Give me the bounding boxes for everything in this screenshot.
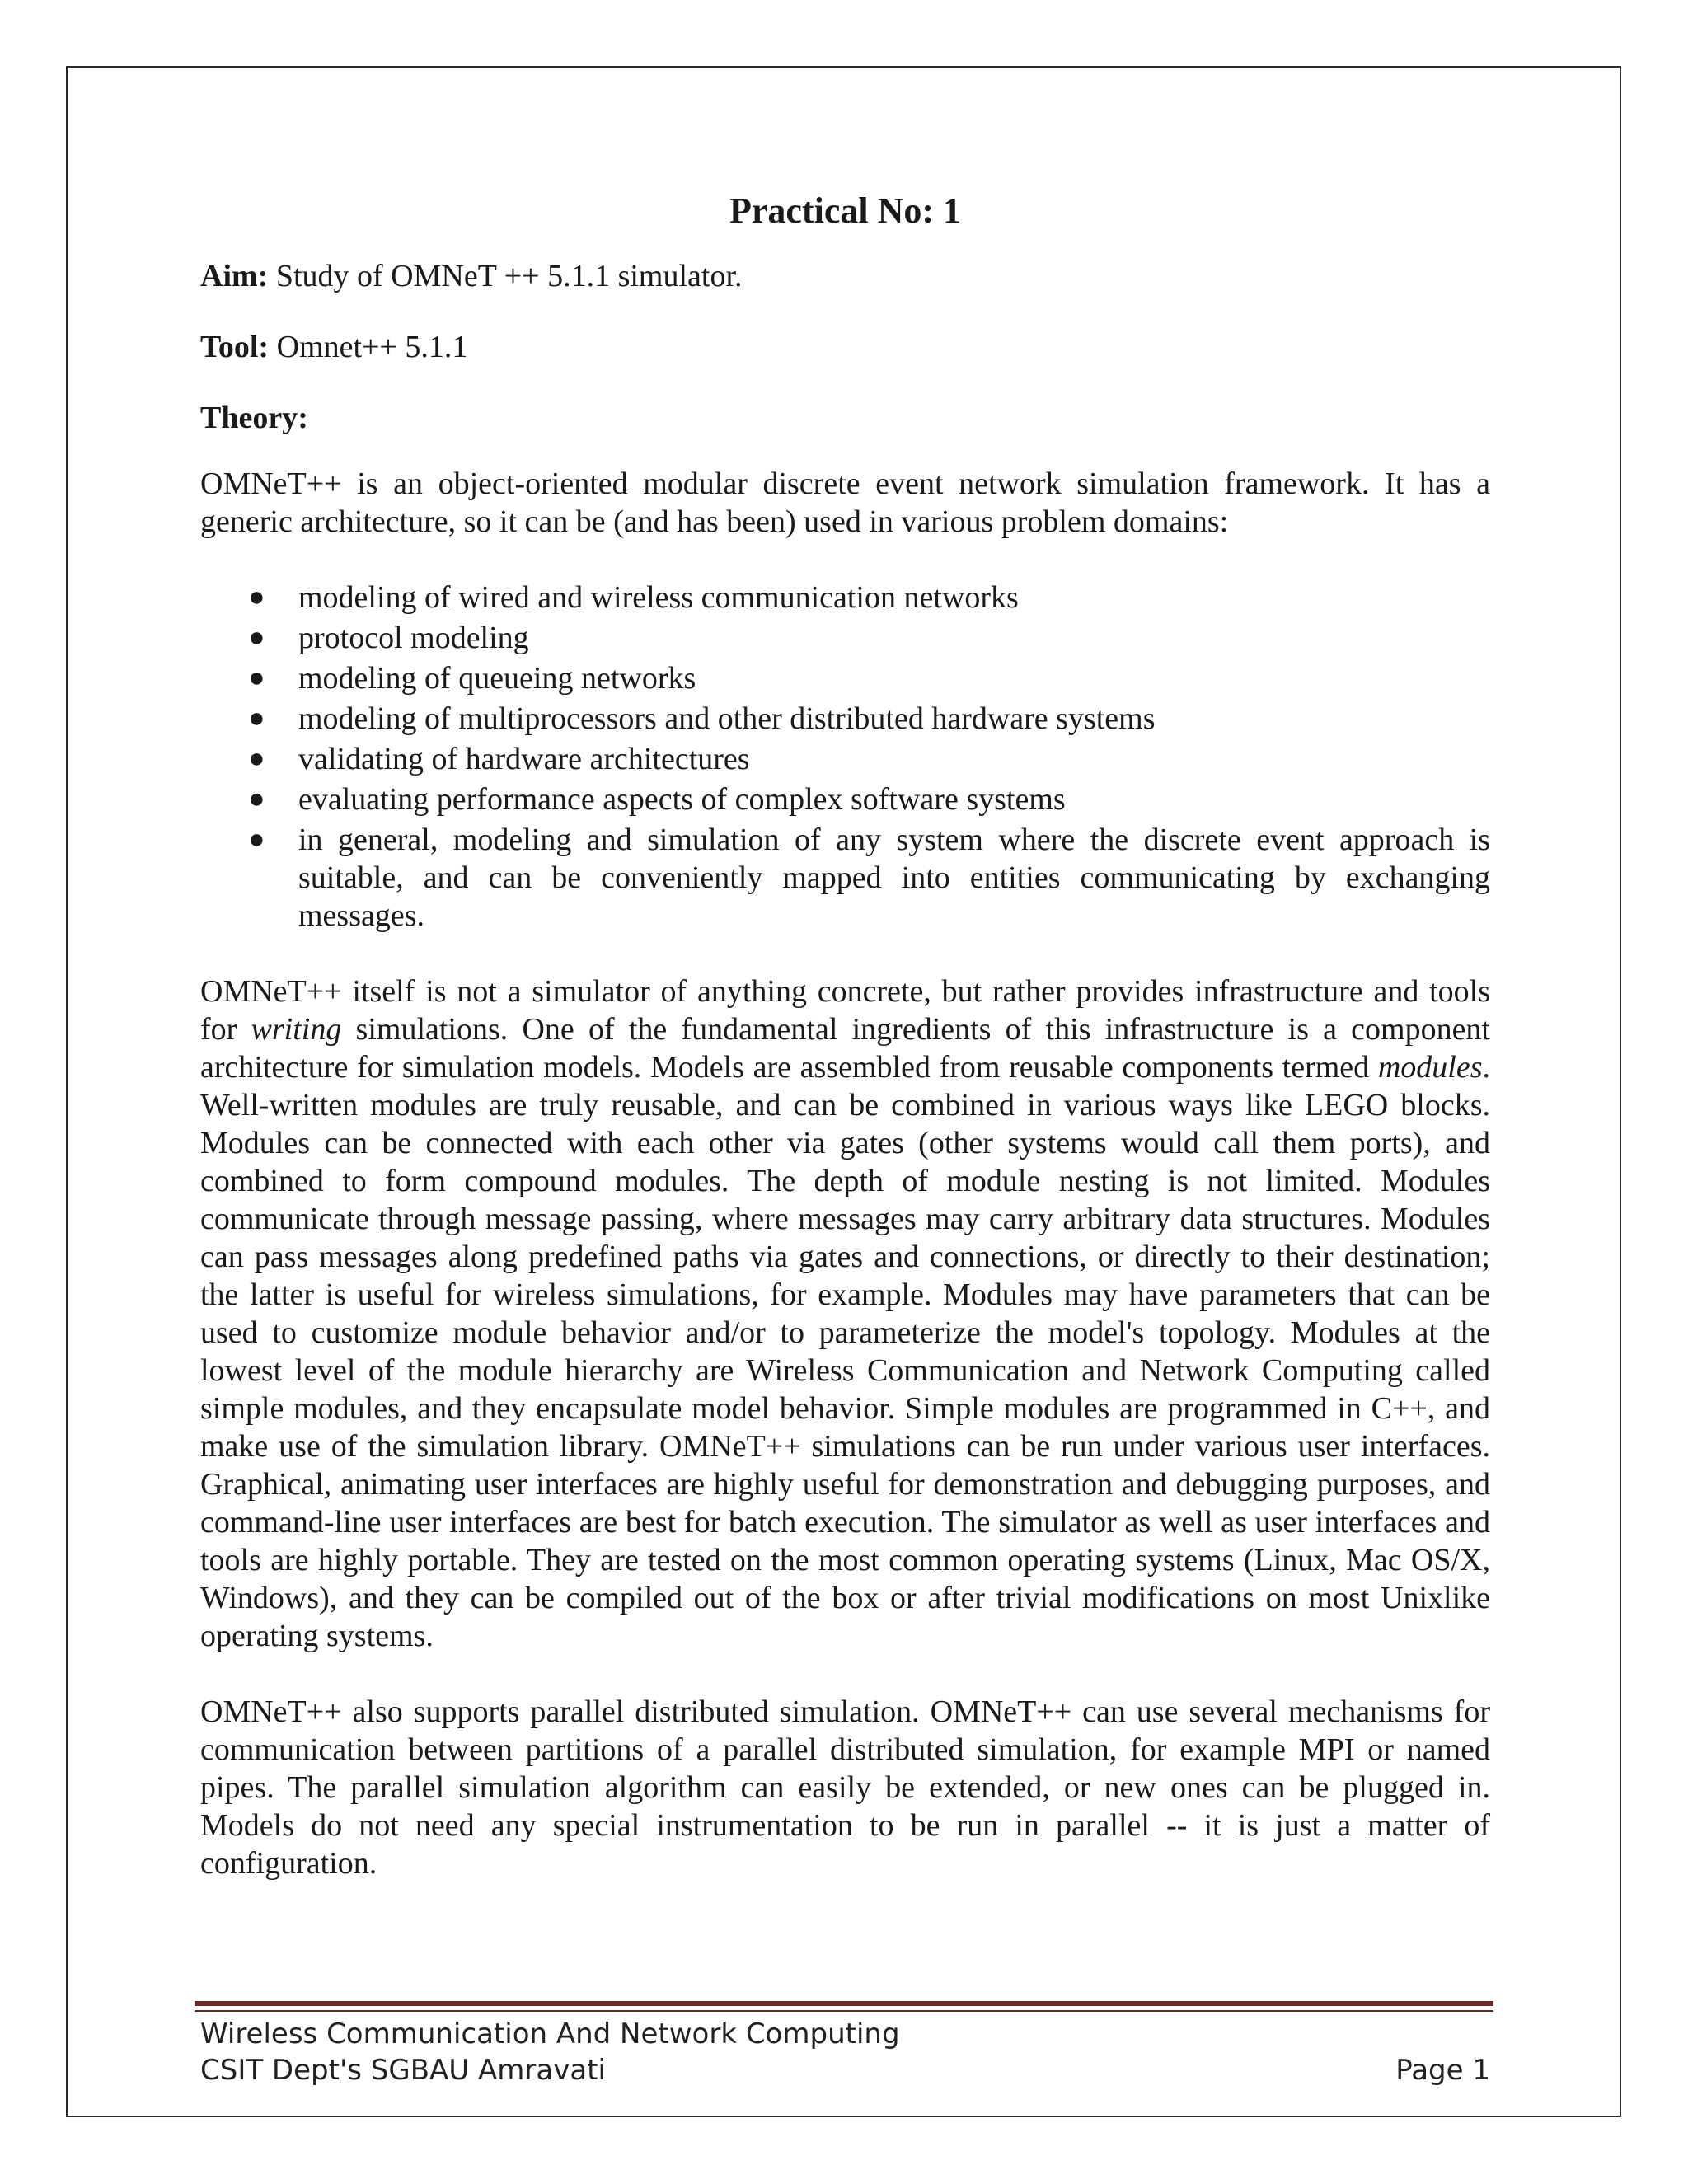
tool-label: Tool: [200,330,270,364]
architecture-paragraph: OMNeT++ itself is not a simulator of anything concrete, but rather provides infrastructure and tools for writing simulations. One of the fundamental ingredients of this infrastructure is a component architecture for simulation models. Models are assembled from reusable components termed modules. Well-written modules are truly reusable, and can be combined in various ways like LEGO blocks. Modules can be connected with each other via gates (other systems would call them ports), and combined to form compound modules. The depth of module nesting is not limited. Modules communicate through message passing, where messages may carry arbitrary data structures. Modules can pass messages along predefined paths via gates and connections, or directly to their destination; the latter is useful for wireless simulations, for example. Modules may have parameters that can be used to customize module behavior and/or to parameterize the model's topology. Modules at the lowest level of the module hierarchy are Wireless Communication and Network Computing called simple modules, and they encapsulate model behavior. Simple modules are programmed in C++, and make use of the simulation library. OMNeT++ simulations can be run under various user interfaces. Graphical, animating user interfaces are highly useful for demonstration and debugging purposes, and command-line user interfaces are best for batch execution. The simulator as well as user interfaces and tools are highly portable. They are tested on the most common operating systems (Linux, Mac OS/X, Windows), and they can be compiled out of the box or after trivial modifications on most Unixlike operating systems. [200,974,1490,1653]
page-title: Practical No: 1 [729,190,961,231]
bullet-icon: ● [248,663,265,693]
bullet-icon: ● [248,703,265,733]
list-item: ● validating of hardware architectures [248,742,750,776]
bullet-icon: ● [248,622,265,653]
tool-line [200,328,1490,366]
footer-course: Wireless Communication And Network Computing [200,2018,900,2050]
list-item: ● evaluating performance aspects of complex software systems [248,782,1066,817]
list-item: ● protocol modeling [248,621,529,655]
bullet-icon: ● [248,824,265,855]
list-item: ● modeling of wired and wireless communication networks [248,580,1019,615]
list-item: ● in general, modeling and simulation of any system where the discrete event approach is suitable, and can be conveniently mapped into entities communicating by exchanging messages. [248,823,1490,933]
intro-paragraph: OMNeT++ is an object-oriented modular discrete event network simulation framework. It has a generic architecture, so it can be (and has been) used in various problem domains: [200,466,1490,539]
bullet-icon: ● [248,743,265,774]
parallel-paragraph: OMNeT++ also supports parallel distributed simulation. OMNeT++ can use several mechanisms for communication between partitions of a parallel distributed simulation, for example MPI or named pipes. The parallel simulation algorithm can easily be extended, or new ones can be plugged in. Models do not need any special instrumentation to be run in parallel -- it is just a matter of configuration. [200,1694,1490,1881]
page-footer [200,2016,1490,2088]
footer-divider-thin [195,2010,1493,2012]
aim-line [200,257,1490,295]
footer-divider [195,2001,1493,2006]
footer-department: CSIT Dept's SGBAU Amravati [200,2054,606,2087]
domain-list [200,579,1490,935]
list-item: ● modeling of queueing networks [248,661,696,696]
emphasis-modules: modules [1377,1050,1483,1085]
list-item: ● modeling of multiprocessors and other distributed hardware systems [248,701,1156,736]
tool-text: Omnet++ 5.1.1 [269,330,468,364]
document-body [200,190,1490,1920]
emphasis-writing: writing [251,1012,342,1047]
bullet-icon: ● [248,784,265,814]
bullet-icon: ● [248,582,265,612]
aim-label: Aim: [200,259,269,293]
aim-text: Study of OMNeT ++ 5.1.1 simulator. [268,259,743,293]
theory-heading: Theory: [200,401,308,435]
page-number: Page 1 [1395,2054,1490,2087]
